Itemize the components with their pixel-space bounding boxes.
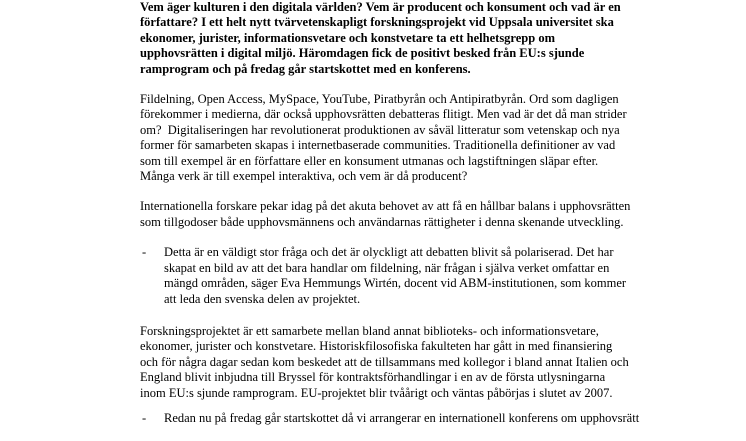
text-line: författare? I ett helt nytt tvärvetenskapligt forskningsprojekt vid Uppsala universitet ska — [140, 15, 614, 30]
text-line: ramprogram och på fredag går startskottet med en konferens. — [140, 61, 471, 76]
text-line: mängd områden, säger Eva Hemmungs Wirtén, docent vid ABM-institutionen, som kommer — [164, 276, 627, 291]
text-line: upphovsrätten i digital miljö. Häromdagen fick de positivt besked från EU:s sjunde — [140, 46, 585, 61]
text-line: som till exempel är en författare eller en konsument utmanas och lagstiftningen släpar efter. — [140, 153, 599, 168]
text-line: att leda den svenska delen av projektet. — [164, 291, 361, 306]
text-line: inom EU:s sjunde ramprogram. EU-projektet blir tvåårigt och väntas påbörjas i slutet av 2007. — [140, 385, 613, 400]
text-line: Vem äger kulturen i den digitala världen? Vem är producent och konsument och vad är en — [140, 0, 621, 14]
text-line: skapat en bild av att det bara handlar om fildelning, när frågan i själva verket omfattar en — [164, 260, 610, 275]
text-line: ekonomer, jurister och konstvetare. Historiskfilosofiska fakulteten har gått in med finansiering — [140, 339, 613, 354]
quote-paragraph — [140, 245, 720, 307]
text-line: om? Digitaliseringen har revolutionerat produktionen av såväl litteratur som vetenskap och nya — [140, 122, 620, 137]
text-line: Redan nu på fredag går startskottet då vi arrangerar en internationell konferens om upphovsrätt — [164, 410, 640, 425]
text-line: former för samarbeten skapas i internetbaserade communities. Traditionella definitioner av vad — [140, 138, 616, 153]
paragraph — [140, 92, 720, 184]
text-line: ekonomer, jurister, informationsvetare och konstvetare ta ett helhetsgrepp om — [140, 30, 555, 45]
paragraph — [140, 0, 720, 77]
text-line: förekommer i medierna, där också upphovsrätten debatteras flitigt. Men vad är det då man strider — [140, 107, 627, 122]
text-line: Detta är en väldigt stor fråga och det är olyckligt att debatten blivit så polariserad. Det har — [164, 245, 614, 260]
text-line: England blivit inbjudna till Bryssel för kontraktsförhandlingar i en av de första utlysningarna — [140, 370, 606, 385]
quote-dash: - — [142, 245, 147, 260]
press-release-body — [140, 0, 720, 441]
text-line: som tillgodoser både upphovsmännens och användarnas rättigheter i denna skenande utveckling. — [140, 214, 624, 229]
paragraph — [140, 324, 720, 401]
text-line: Internationella forskare pekar idag på det akuta behovet av att få en hållbar balans i upphovsrätten — [140, 199, 631, 214]
quote-dash: - — [142, 410, 147, 425]
text-line: Fildelning, Open Access, MySpace, YouTube, Piratbyrån och Antipiratbyrån. Ord som dagligen — [140, 92, 619, 107]
text-line: Forskningsprojektet är ett samarbete mellan bland annat biblioteks- och informationsvetare, — [140, 323, 599, 338]
paragraph — [140, 199, 720, 230]
text-line: och för några dagar sedan kom beskedet att de tillsammans med kollegor i bland annat Italien och — [140, 354, 629, 369]
text-line: Många verk är till exempel interaktiva, och vem är då producent? — [140, 169, 468, 184]
